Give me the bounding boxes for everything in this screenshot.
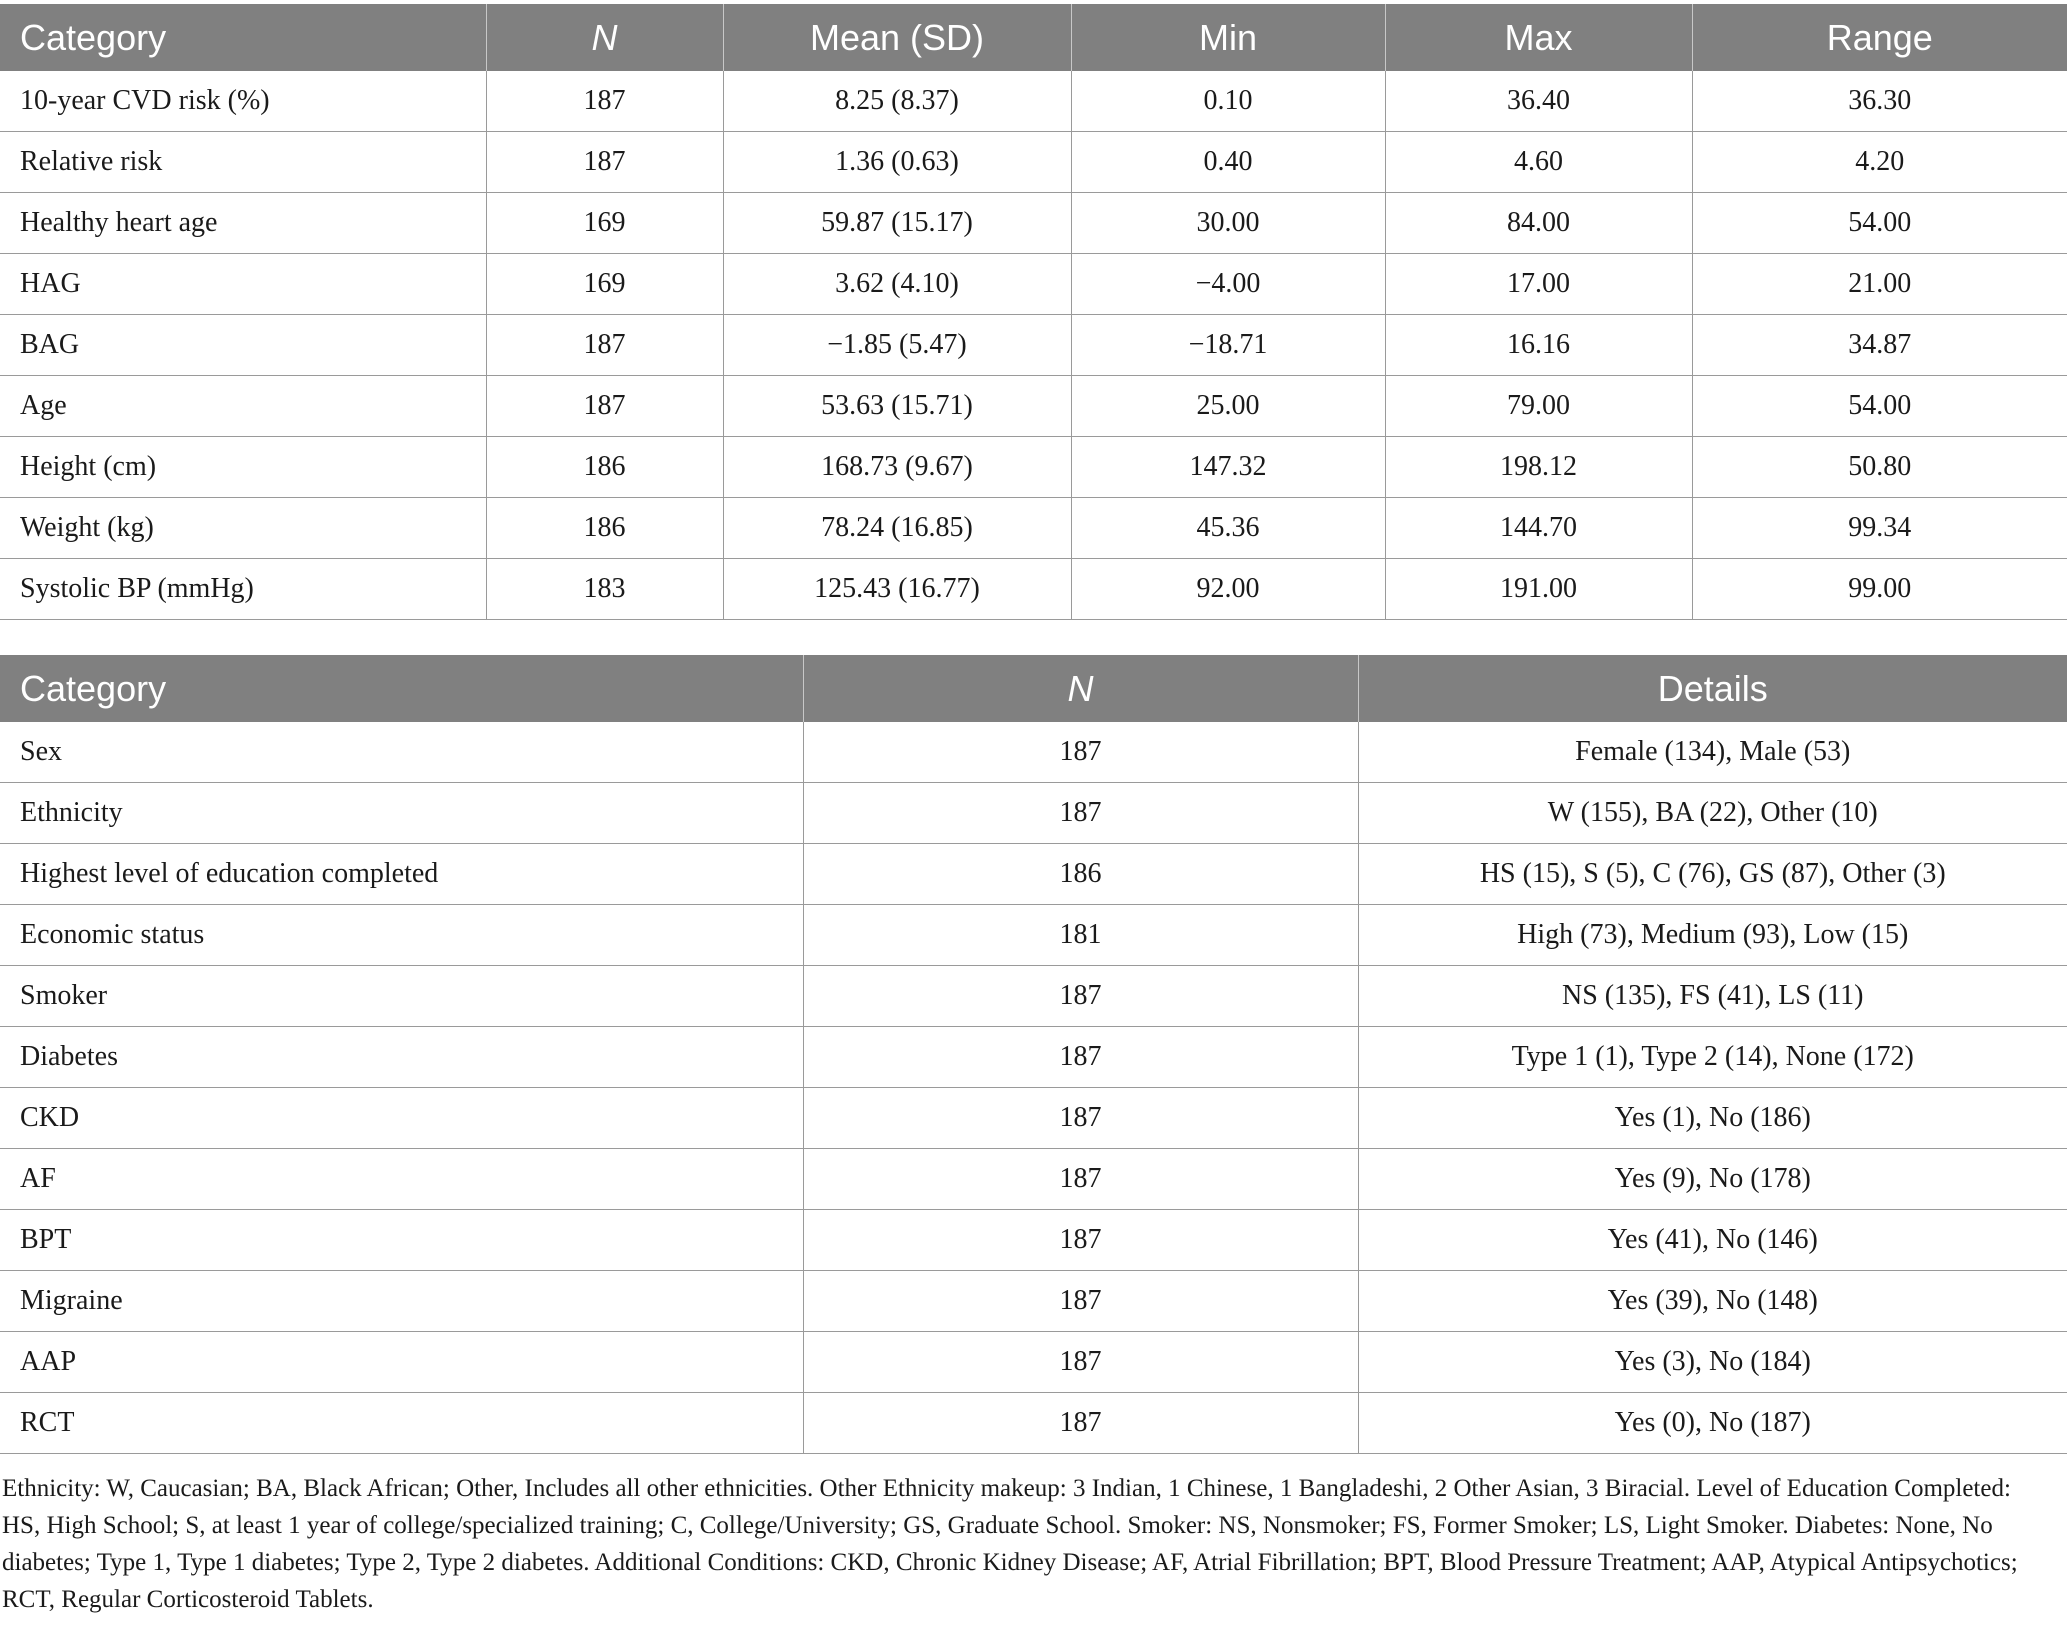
details-cell: Yes (0), No (187)	[1358, 1393, 2067, 1454]
table1-header-min: Min	[1071, 4, 1385, 71]
max-cell: 16.16	[1385, 315, 1692, 376]
details-cell: Yes (9), No (178)	[1358, 1149, 2067, 1210]
max-cell: 191.00	[1385, 559, 1692, 620]
mean-sd-cell: 3.62 (4.10)	[723, 254, 1071, 315]
range-cell: 21.00	[1692, 254, 2067, 315]
category-cell: Economic status	[0, 905, 803, 966]
details-cell: W (155), BA (22), Other (10)	[1358, 783, 2067, 844]
n-cell: 187	[486, 315, 723, 376]
n-cell: 181	[803, 905, 1358, 966]
min-cell: 45.36	[1071, 498, 1385, 559]
min-cell: 0.40	[1071, 132, 1385, 193]
table1-header-mean-sd: Mean (SD)	[723, 4, 1071, 71]
table1-header-row	[0, 4, 2067, 71]
table-row	[0, 722, 2067, 783]
mean-sd-cell: 8.25 (8.37)	[723, 71, 1071, 132]
table-row	[0, 1271, 2067, 1332]
n-cell: 186	[486, 437, 723, 498]
details-cell: Yes (3), No (184)	[1358, 1332, 2067, 1393]
category-cell: BPT	[0, 1210, 803, 1271]
min-cell: −18.71	[1071, 315, 1385, 376]
mean-sd-cell: 78.24 (16.85)	[723, 498, 1071, 559]
range-cell: 36.30	[1692, 71, 2067, 132]
table-row	[0, 783, 2067, 844]
n-cell: 187	[486, 132, 723, 193]
table-row	[0, 559, 2067, 620]
category-cell: Systolic BP (mmHg)	[0, 559, 486, 620]
n-cell: 187	[803, 1149, 1358, 1210]
category-cell: Migraine	[0, 1271, 803, 1332]
category-cell: 10-year CVD risk (%)	[0, 71, 486, 132]
mean-sd-cell: 59.87 (15.17)	[723, 193, 1071, 254]
category-cell: AAP	[0, 1332, 803, 1393]
table-row	[0, 1027, 2067, 1088]
max-cell: 84.00	[1385, 193, 1692, 254]
min-cell: 30.00	[1071, 193, 1385, 254]
category-cell: Age	[0, 376, 486, 437]
max-cell: 144.70	[1385, 498, 1692, 559]
category-cell: AF	[0, 1149, 803, 1210]
range-cell: 54.00	[1692, 193, 2067, 254]
max-cell: 17.00	[1385, 254, 1692, 315]
n-cell: 187	[803, 722, 1358, 783]
n-cell: 169	[486, 254, 723, 315]
min-cell: 25.00	[1071, 376, 1385, 437]
range-cell: 99.00	[1692, 559, 2067, 620]
category-cell: Sex	[0, 722, 803, 783]
max-cell: 79.00	[1385, 376, 1692, 437]
table2-header-category: Category	[0, 655, 803, 722]
table-row	[0, 1332, 2067, 1393]
mean-sd-cell: 168.73 (9.67)	[723, 437, 1071, 498]
mean-sd-cell: 1.36 (0.63)	[723, 132, 1071, 193]
range-cell: 54.00	[1692, 376, 2067, 437]
n-cell: 187	[803, 1271, 1358, 1332]
table-row	[0, 376, 2067, 437]
category-cell: Highest level of education completed	[0, 844, 803, 905]
min-cell: −4.00	[1071, 254, 1385, 315]
table-row	[0, 844, 2067, 905]
table-row	[0, 193, 2067, 254]
category-cell: CKD	[0, 1088, 803, 1149]
table-row	[0, 1393, 2067, 1454]
range-cell: 50.80	[1692, 437, 2067, 498]
details-cell: Yes (1), No (186)	[1358, 1088, 2067, 1149]
range-cell: 4.20	[1692, 132, 2067, 193]
table-row	[0, 905, 2067, 966]
details-cell: High (73), Medium (93), Low (15)	[1358, 905, 2067, 966]
n-cell: 187	[486, 71, 723, 132]
max-cell: 36.40	[1385, 71, 1692, 132]
range-cell: 34.87	[1692, 315, 2067, 376]
details-cell: Yes (39), No (148)	[1358, 1271, 2067, 1332]
categorical-variables-table	[0, 655, 2067, 1454]
table2-header-row	[0, 655, 2067, 722]
n-cell: 169	[486, 193, 723, 254]
min-cell: 92.00	[1071, 559, 1385, 620]
category-cell: HAG	[0, 254, 486, 315]
table-row	[0, 132, 2067, 193]
n-cell: 187	[803, 966, 1358, 1027]
mean-sd-cell: −1.85 (5.47)	[723, 315, 1071, 376]
table2-header-n: N	[803, 655, 1358, 722]
max-cell: 198.12	[1385, 437, 1692, 498]
details-cell: HS (15), S (5), C (76), GS (87), Other (3)	[1358, 844, 2067, 905]
details-cell: NS (135), FS (41), LS (11)	[1358, 966, 2067, 1027]
details-cell: Type 1 (1), Type 2 (14), None (172)	[1358, 1027, 2067, 1088]
table-footnote: Ethnicity: W, Caucasian; BA, Black African; Other, Includes all other ethnicities. Other Ethnicity makeup: 3 Indian, 1 Chinese, 1 Bangladeshi, 2 Other Asian, 3 Biracial. Level of Education Completed: HS, High School; S, at least 1 year of college/specialized training; C, College/University; GS, Graduate School. Smoker: NS, Nonsmoker; FS, Former Smoker; LS, Light Smoker. Diabetes: None, No diabetes; Type 1, Type 1 diabetes; Type 2, Type 2 diabetes. Additional Conditions: CKD, Chronic Kidney Disease; AF, Atrial Fibrillation; BPT, Blood Pressure Treatment; AAP, Atypical Antipsychotics; RCT, Regular Corticosteroid Tablets.	[2, 1475, 2018, 1613]
category-cell: Smoker	[0, 966, 803, 1027]
min-cell: 0.10	[1071, 71, 1385, 132]
continuous-variables-table	[0, 4, 2067, 620]
n-cell: 187	[803, 1027, 1358, 1088]
n-cell: 187	[803, 1393, 1358, 1454]
table1-header-range: Range	[1692, 4, 2067, 71]
category-cell: Healthy heart age	[0, 193, 486, 254]
n-cell: 183	[486, 559, 723, 620]
table1-header-max: Max	[1385, 4, 1692, 71]
table-row	[0, 498, 2067, 559]
table-row	[0, 966, 2067, 1027]
table-row	[0, 1210, 2067, 1271]
details-cell: Female (134), Male (53)	[1358, 722, 2067, 783]
category-cell: Relative risk	[0, 132, 486, 193]
category-cell: Diabetes	[0, 1027, 803, 1088]
n-cell: 187	[803, 1088, 1358, 1149]
mean-sd-cell: 53.63 (15.71)	[723, 376, 1071, 437]
table-row	[0, 437, 2067, 498]
range-cell: 99.34	[1692, 498, 2067, 559]
table1-header-n: N	[486, 4, 723, 71]
category-cell: BAG	[0, 315, 486, 376]
n-cell: 187	[803, 1332, 1358, 1393]
n-cell: 186	[803, 844, 1358, 905]
category-cell: RCT	[0, 1393, 803, 1454]
n-cell: 187	[486, 376, 723, 437]
mean-sd-cell: 125.43 (16.77)	[723, 559, 1071, 620]
table1-header-category: Category	[0, 4, 486, 71]
table-row	[0, 1149, 2067, 1210]
n-cell: 186	[486, 498, 723, 559]
category-cell: Weight (kg)	[0, 498, 486, 559]
details-cell: Yes (41), No (146)	[1358, 1210, 2067, 1271]
category-cell: Height (cm)	[0, 437, 486, 498]
table-row	[0, 315, 2067, 376]
n-cell: 187	[803, 783, 1358, 844]
table-row	[0, 254, 2067, 315]
table-row	[0, 1088, 2067, 1149]
table-row	[0, 71, 2067, 132]
min-cell: 147.32	[1071, 437, 1385, 498]
table2-header-details: Details	[1358, 655, 2067, 722]
max-cell: 4.60	[1385, 132, 1692, 193]
category-cell: Ethnicity	[0, 783, 803, 844]
n-cell: 187	[803, 1210, 1358, 1271]
